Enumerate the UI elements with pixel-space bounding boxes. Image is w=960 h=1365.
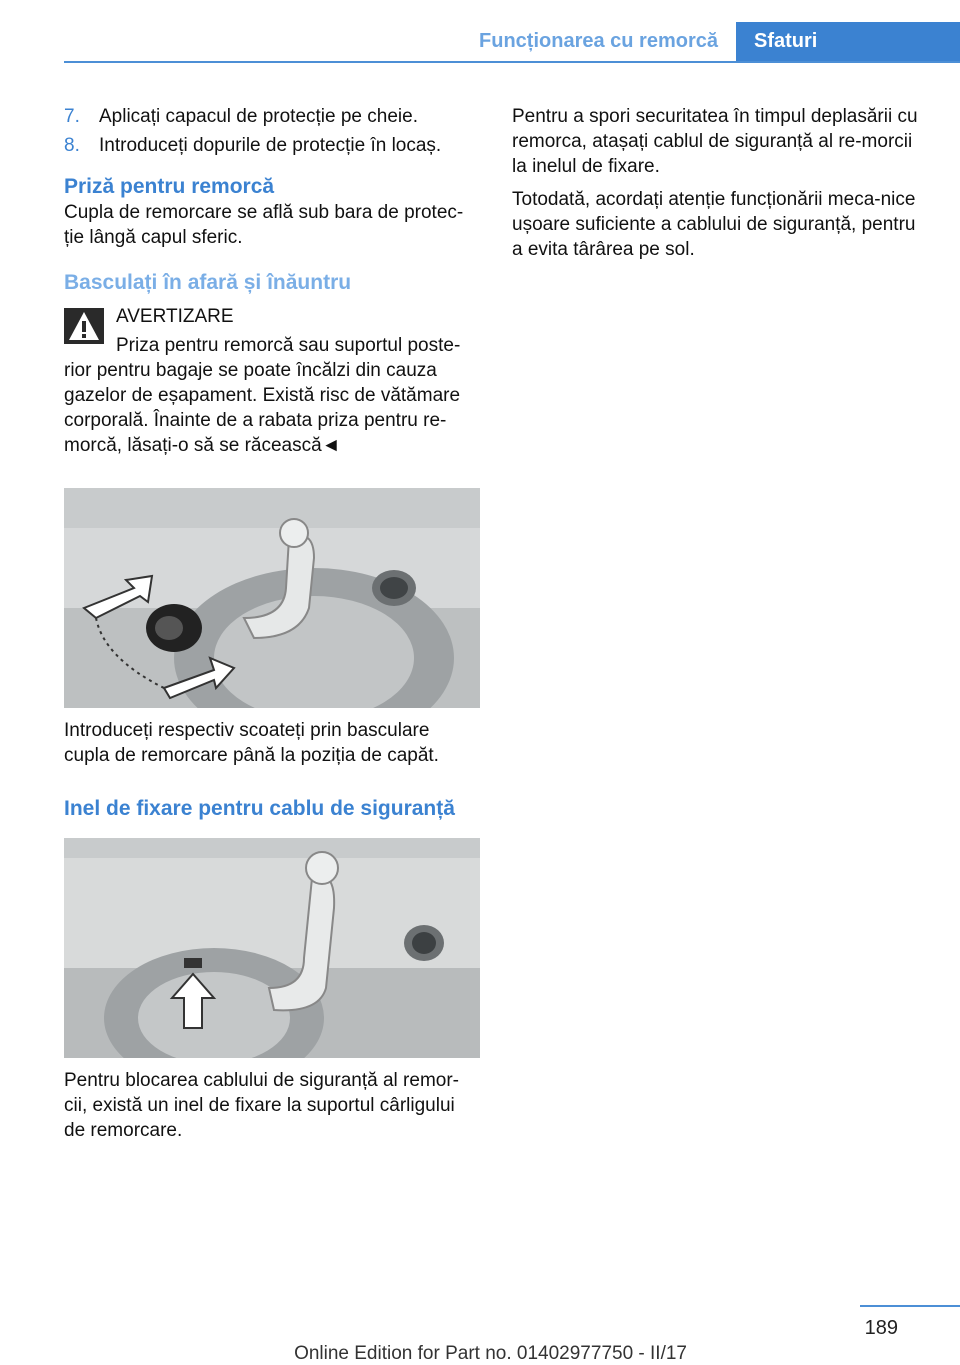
header-tab <box>736 22 960 62</box>
header-tab-label: Sfaturi <box>754 30 818 52</box>
list-item <box>64 104 480 129</box>
ring-heading: Inel de fixare pentru cablu de siguranță <box>64 797 455 820</box>
footer-rule <box>860 1305 960 1307</box>
right-column <box>512 104 922 262</box>
page-number: 189 <box>864 1317 898 1339</box>
list-item <box>64 133 480 158</box>
warning-icon <box>64 308 104 344</box>
warning-title: AVERTIZARE <box>116 306 234 327</box>
socket-text: Cupla de remorcare se află sub bara de protec-ție lângă capul sferic. <box>64 202 464 248</box>
figure-ring-illustration <box>64 838 480 1058</box>
list-text: Introduceți dopurile de protecție în locaș. <box>99 135 442 156</box>
list-number: 8. <box>64 135 80 156</box>
left-column <box>64 104 480 1143</box>
cable-attention-paragraph: Totodată, acordați atenție funcționării meca-nice ușoare suficiente a cablului de siguranță, pentru a evita târârea pe sol. <box>512 189 916 260</box>
list-number: 7. <box>64 106 80 127</box>
warning-line1: Priza pentru remorcă sau suportul poste- <box>116 335 461 356</box>
edition-note: Online Edition for Part no. 01402977750 - II/17 <box>294 1343 687 1364</box>
swing-heading: Basculați în afară și înăuntru <box>64 271 352 294</box>
caption-socket: Introduceți respectiv scoateți prin basculare cupla de remorcare până la poziția de capăt. <box>64 720 439 766</box>
caption-ring: Pentru blocarea cablului de siguranță al remor-cii, există un inel de fixare la suportul cârligului de remorcare. <box>64 1070 459 1141</box>
warning-text: rior pentru bagaje se poate încălzi din cauza gazelor de eșapament. Există risc de vătămare corporală. Înainte de a rabata priza pentru re-morcă, lăsați-o să se răcească◄ <box>64 360 461 456</box>
header-section-title: Funcționarea cu remorcă <box>479 30 718 52</box>
figure-socket-illustration <box>64 488 480 708</box>
safety-cable-paragraph: Pentru a spori securitatea în timpul deplasării cu remorca, atașați cablul de siguranță al re-morcii la inelul de fixare. <box>512 106 918 177</box>
header-rule <box>64 61 960 63</box>
socket-heading: Priză pentru remorcă <box>64 175 275 198</box>
list-text: Aplicați capacul de protecție pe cheie. <box>99 106 418 127</box>
warning-block <box>64 304 480 458</box>
